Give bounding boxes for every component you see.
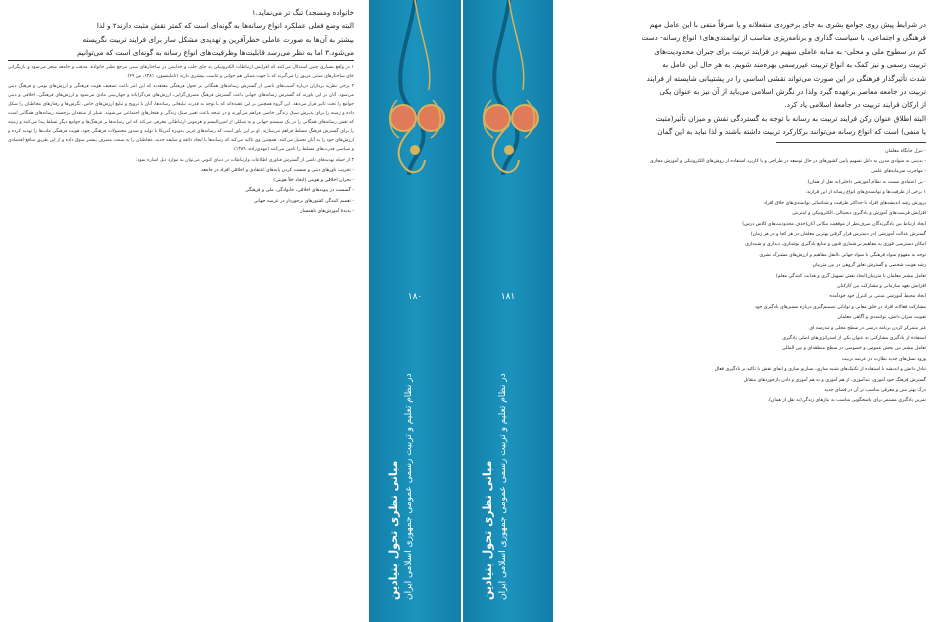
lead-line: تربیت رسمی و نیز کمک به انواع تربیت غیررسمی بهره‌مند شویم. به هر حال این عامل به [662, 60, 926, 70]
list-item: گسترش عدالت آموزشی (در دسترس قرار گرفتن بهترین معلمان در هر کجا و در هر زمان) [750, 231, 926, 237]
list-item: ورود نسل‌های جدید نظارت در عرصه تربیت [841, 356, 926, 362]
lead-line: از ارکان فرایند تربیت در جامعهٔ اسلامی یاد کرد. [784, 100, 926, 110]
list-item: تعامل بیشتر معلمان با متربیان(ایجاد نقش تسهیل گری و هدایت کنندگی معلم) [775, 273, 926, 279]
ornament-icon [379, 0, 451, 250]
list-item: مشارکت فعالانه افراد در خلق معانی و توانایی تصمیم‌گیری درباره مسیرهای یادگیری خود [754, 304, 926, 310]
list-item: تقویت میزان دانش، توانمندی و آگاهی معلمان [837, 315, 926, 321]
lead-line: بیشتر به آن‌ها به صورت عاملی خطرآفرین و تهدیدی مشکل ساز برای فرایند تربیت نگریسته [82, 34, 354, 44]
list-item: - تخریب باورهای دینی و سست کردن پایه‌های اعتقادی و اخلاقی افراد در جامعه [201, 167, 354, 173]
list-item: افزایش فرصت‌های آموزش و یادگیری دیجیتالی، الکترونیکی و اینترنتی [791, 211, 926, 217]
footnote-rule [776, 142, 926, 143]
book-title-main: مبانی نظری تحول بنیادین [387, 460, 400, 600]
list-item: رشد هویت شخصی و گسترش تعلق گروهی در بین متربیان [812, 263, 926, 269]
threat-list [8, 166, 354, 218]
lead-line: می‌شود.۳ اما به نظر می‌رسد قابلیت‌ها وظرفیت‌های انواع رسانه به گونه‌ای است که می‌توانیم [8, 46, 354, 60]
book-title [387, 330, 447, 600]
capacity-list [569, 147, 926, 407]
list-item: - بحران اخلاقی و هویتی (ایجاد خلأ هویتی) [273, 178, 354, 183]
footnote: ۱ در واقع بسیاری چنین استدلال می‌کنند که افزایش ارتباطات الکترونیکی به جای جلب و جذابیتی در ساختارهای سنی مرجع نظیر خانواده، مذهب و جامعه منجر می‌شود و بازیگرانی جای ساختارهای سنتی مزبور را می‌گیرند که با جهت ممکن هم خوانی و تناسب بیشتری دارند (تاملینسون، ۱۳۸۱، ص ۴۹). [8, 64, 354, 79]
list-item: تبادل دانش و اندیشه با استفاده از تکنیک‌های شبیه سازی، سناریو سازی و ایفای نقش با تاکید بر یادگیری فعال [714, 367, 926, 373]
list-item: - گسست در پیوندهای اخلاقی، خانوادگی، ملی و فرهنگی [245, 188, 354, 194]
lead-line: شدت تأثیرگذار فرهنگی در این صورت می‌تواند نقشی اساسی را در پشتیبانی شایسته از فرایند [646, 73, 926, 83]
footnote: ۲ برخی نظریه پردازان درباره آسیب‌های ناشی از گسترش رسانه‌های همگانی بر تحول فرهنگی معتقدند که این امر باعث تضعیف هویت فرهنگی و ارزش‌های بومی و فرهنگ دینی می‌شود. آنان بر این باورند که گسترش رسانه‌های جهانی باعث گسترش فرهنگ مصرف‌گرایی، ارزش‌های فردگرایانه و جهان‌بینی مادی می‌شود و ارزش‌های فرهنگی، اخلاقی و دینی جوامع را تحت تاثیر قرار می‌دهد. این گروه همچنین بر این عقیده‌اند که با توجه به قدرت تبلیغاتی رسانه‌ها، آنان با ترویج و تبلیغ ارزش‌های خاص، نگرش‌ها و رفتارهای مخاطبان را شکل داده و زمینه را برای پذیرش سبک زندگی خاصی فراهم می‌آورند و در نتیجه باعث تغییر سبک زندگی و هنجارهای اجتماعی می‌شوند. شیلر از منتقدان برجسته رسانه‌های همگانی است که نقش رسانه‌های همگانی را در یک سیستم جهانی و به شکلی از امپریالیسم و هژمونی ارتباطاتی معرفی می‌کند که این رسانه‌ها بر فرهنگ‌ها و جوامع دیگر تسلط پیدا می‌کنند و زمینه را برای گسترش فرهنگ مسلط فراهم می‌سازند. او بر این باور است که رسانه‌های غربی به‌ویژه آمریکا با تولید و صدور محصولات فرهنگی خود، هویت فرهنگی ملت‌ها را تهدید کرده و ارزش‌های خود را به آنان تحمیل می‌کنند. همچنین وی تاکید می‌کند که رسانه‌ها با ایجاد ذائقه و سلیقه جدید، مخاطبان را به سمت مصرف بیشتر سوق داده و از این طریق منافع اقتصادی و سیاسی قدرت‌های مسلط را تامین می‌کنند (مهدی‌زاده، ۱۳۸۹). [8, 84, 354, 152]
lead-line: تربیت در جامعه معاصر برعهده گیرد ولذا در نگرش اسلامی می‌باید از آن نیز به عنوان یکی [659, 87, 926, 97]
list-item: استفاده از یادگیری مشارکتی به عنوان یکی از استراتژی‌های اصلی یادگیری [782, 335, 926, 341]
list-item: گسترش فرهنگ خود آموزی، تندآموزی، از هم آموزی و به هم آموزی و دادن بازخوردهای متقابل [743, 377, 926, 383]
lead-line: البته اطلاق عنوان رکن فرایند تربیت به رسانه با توجه به گستردگی نقش و میزان تأثیر(مثبت [655, 113, 926, 123]
lead-line: یا منفی) است که انواع رسانه می‌توانند برکارکرد تربیت داشته باشند و لذا نباید به این گمان [657, 127, 926, 137]
book-title [481, 330, 541, 600]
page-number: ۱۸۰ [407, 292, 423, 302]
book-title-sub: در نظام تعلیم و تربیت رسمی عمومی جمهوری اسلامی ایران [498, 373, 508, 600]
list-item: درک بهتر متن و معرفی مناسب تر آن در فضای جدید [824, 388, 926, 393]
list-item: ایجاد محیط آموزشی مبتنی بر کنترل خود خودآمده [829, 294, 926, 300]
list-item: - بی اعتمادی نسبت به نظام آموزشی داخلی(به نقل از همان). [806, 179, 926, 185]
list-item: امکان دسترسی فوری به مفاهیم بی‌شماری فنون و منابع یادگیری نوشتاری، دیداری و شنیداری [745, 242, 926, 248]
list-item: توجه به مفهوم سواد فرهنگی با سواد جهانی بالنقل مفاهیم و ارزش‌های مشترک بشری [759, 252, 926, 258]
ornament-icon [473, 0, 545, 250]
list-item: غیر متمرکز کردن برنامه درسی در سطح محلی و مدرسه ای [809, 325, 926, 331]
list-item: پرورش رشد اندیشه‌های افراد با حداکثر ظرفیت و شناسائی توانمندی‌های خلاق افراد [763, 200, 926, 206]
list-item: - مهاجرت سرمایه‌های علمی [871, 169, 926, 175]
list-item: - بدبینی به سوادی مدرن به دلیل تسهیم پایین کشورهای در حال توسعه در طراحی و یا کاربرد استفاده از روش‌های الکترونیکی و آموزش مجازی [649, 159, 926, 165]
book-title-sub: در نظام تعلیم و تربیت رسمی عمومی جمهوری اسلامی ایران [404, 373, 414, 600]
lead-line: در شرایط پیش روی جوامع بشری به جای برخوردی منفعلانه و یا صرفاً منفی با این عامل مهم [649, 20, 926, 29]
list-item: افزایش تعهد سازمانی و مشارکت بین کارکنان [837, 283, 926, 289]
list-item: - تنزل جایگاه معلمان [885, 148, 926, 154]
list-item: تعامل بیشتر بین بخش عمومی و خصوصی در سطح منطقه‌ای و بین المللی [781, 346, 926, 352]
list-item: ۱ برخی از ظرفیت‌ها و توانمندی‌های انواع رسانه از این قرارند: [805, 190, 926, 196]
lead-line: فرهنگی و اجتماعی، با سیاست گذاری و برنامه‌ریزی مناسب از توانمندی‌های۱ انواع رسانه- دست [641, 33, 926, 43]
book-title-main: مبانی نظری تحول بنیادین [481, 460, 494, 600]
list-item: ایجاد ارتباط بین یادگیرندگان صرف‌نظر از موقعیت مکانی آنان(حذف محدودیت‌های کلاس درس) [742, 221, 926, 227]
left-page [0, 0, 368, 622]
list-item: - تعمیم کنندگی کشورهای برخوردار در عرصه جهانی [253, 198, 354, 204]
right-page-spine-band [463, 0, 553, 622]
lead-line: البته وضع فعلی عملکرد انواع رسانه‌ها به گونه‌ای است که کمتر نقش مثبت دارند۲ و لذا [96, 21, 354, 31]
lead-line: خانواده ومسجد) تنگ تر می‌نماید.۱ [251, 8, 354, 17]
lead-line: کم در سطوح ملی و محلی- به منابه عاملی سهیم در فرایند تربیت برای جبران محدودیت‌های [654, 46, 926, 56]
footnote: ۳ از جمله تهدیدهای ناشی از گسترش فناوری اطلاعات وارتباطات در دنیای کنونی می‌توان به موارد ذیل اشاره نمود: [135, 157, 354, 163]
left-page-spine-band [369, 0, 461, 622]
right-page [555, 0, 944, 622]
page-number: ۱۸۱ [500, 292, 516, 302]
list-item: - پدیدهٔ آموزش‌های ناهمساز [300, 209, 354, 215]
list-item: تمرین یادگیری مستمر برای پاسخگویی مناسب به نیازهای زندگی(به نقل از همان). [767, 398, 926, 404]
